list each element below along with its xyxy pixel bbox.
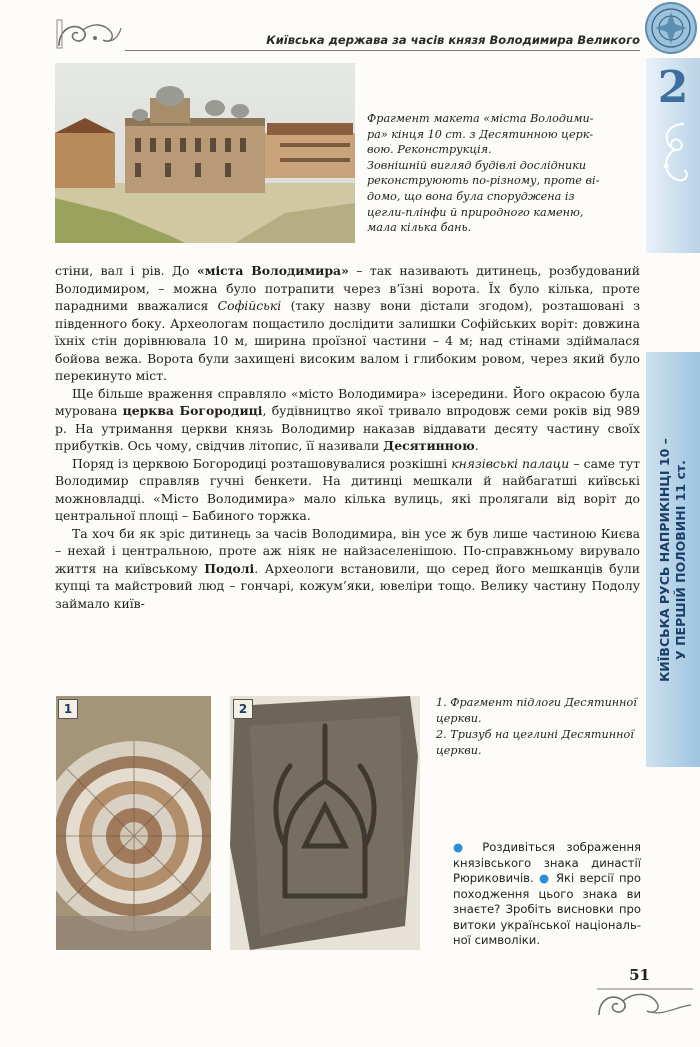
bullet-icon: ●	[538, 871, 551, 885]
medallion-icon	[645, 2, 697, 54]
reconstruction-model-image	[55, 63, 355, 243]
bottom-figures-caption: 1. Фрагмент підлоги Десятинної церкви. 2. Тризуб на цеглині Десятинної церкви.	[436, 696, 637, 757]
section-side-title: КИЇВСЬКА РУСЬ НАПРИКІНЦІ 10 – У ПЕРШІЙ ПОЛОВИНІ 11 ст.	[657, 438, 688, 682]
figure-badge-2: 2	[233, 699, 253, 719]
header-ornament-icon	[55, 18, 125, 50]
paragraph-2: Ще більше враження справляло «місто Володимира» ізсередини. Його окрасою була мурована церква Богородиці, будівництво якої тривало впродовж семи років від 989 р. На утримання церкви князь Володимир наказав віддавати десяту частину своїх прибутків. Ось чому, свідчив літопис, її називали Десятинною.	[55, 385, 640, 453]
footer-ornament-icon	[595, 985, 695, 1025]
paragraph-1: стіни, вал і рів. До «міста Володимира» – так називають дитинець, розбудований Володимиром, – можна було потрапити через в’їзні ворота. Їх було кілька, проте парадними вважалися Софійські (таку назву вони дістали згодом), розташовані з південного боку. Археологам пощастило дослідити залишки Софійських воріт: довжина їхніх стін дорівнювала 10 м, ширина проїзної частини – 4 м; над стінами здіймалася бойова вежа. Ворота були захищені високим валом і глибоким ровом, через який було перекинуто міст.	[55, 263, 640, 383]
chapter-number: 2	[657, 62, 689, 113]
church-floor-mosaic-image	[56, 696, 211, 950]
task-note: ● Роздивіться зображення князівського знака династії Рюриковичів. ● Які версії про походження цього знака ви знаєте? Зробіть висновки про витоки української національної символіки.	[453, 840, 642, 947]
header-rule	[125, 50, 640, 51]
paragraph-4: Та хоч би як зріс дитинець за часів Володимира, він усе ж був лише частиною Києва – нехай і центральною, проте аж ніяк не найзаселенішою. По-справжньому вирувало життя на київському Подолі. Археологи встановили, що серед його мешканців були купці та майстровий люд – гончарі, кожум’яки, ювеліри тощо. Велику частину Подолу займало київ-	[55, 525, 640, 611]
running-title: Київська держава за часів князя Володимира Великого	[266, 33, 640, 47]
tab-ornament-icon	[654, 118, 694, 188]
figure-badge-1: 1	[58, 699, 78, 719]
bullet-icon: ●	[453, 840, 471, 854]
trident-brick-image	[230, 696, 420, 950]
page-number: 51	[629, 966, 650, 984]
paragraph-3: Поряд із церквою Богородиці розташовувалися розкішні князівські палаци – саме тут Володимир справляв гучні бенкети. На дитинці мешкали й найбагатші київські можновладці. «Місто Володимира» мало кілька вулиць, які пролягали від воріт до центральної площі – Бабиного торжка.	[55, 455, 641, 523]
main-text	[55, 262, 640, 612]
top-figure-caption: Фрагмент макета «міста Володими- ра» кінця 10 ст. з Десятинною церк- вою. Реконструкція. Зовнішній вигляд будівлі дослідники реконструюють по-різному, проте ві- домо, що вона була споруджена із цегли-плінфи й природного каменю, мала кілька бань.	[367, 112, 600, 235]
